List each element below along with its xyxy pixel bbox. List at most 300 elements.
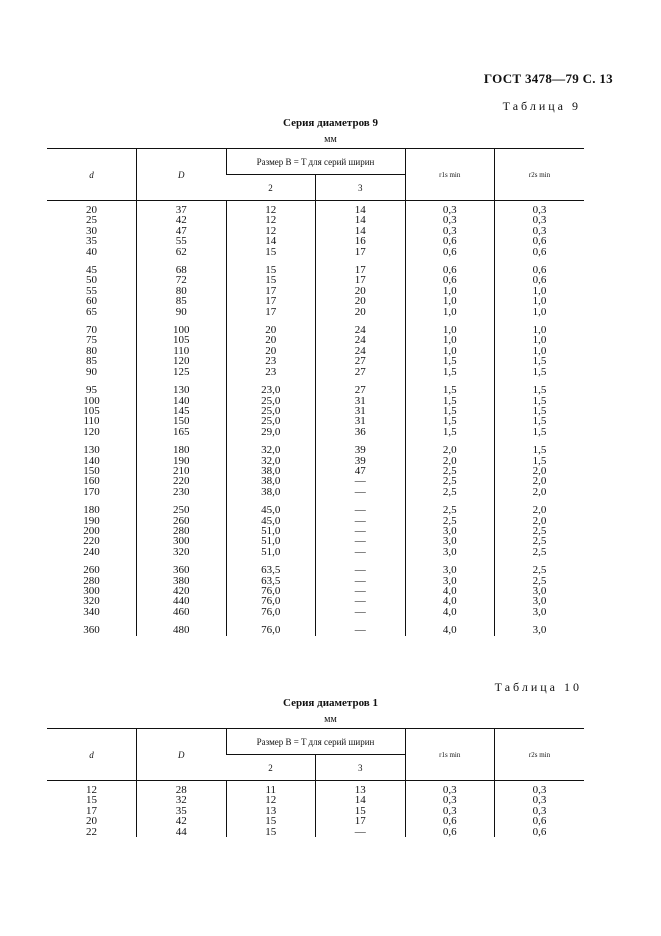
table-cell: 80	[137, 286, 227, 296]
table-row	[47, 497, 584, 515]
table-row	[47, 516, 584, 526]
table-cell: 2,5	[495, 576, 585, 586]
table-cell: 110	[137, 346, 227, 356]
table-cell: 24	[316, 346, 406, 356]
table-cell: 1,0	[495, 296, 585, 306]
table-cell: —	[316, 557, 406, 575]
table-cell: 260	[83, 564, 100, 577]
table-cell: —	[316, 596, 406, 606]
table-cell: 36	[316, 427, 406, 437]
table-cell: 38,0	[226, 466, 316, 476]
table-cell: 0,6	[405, 247, 495, 257]
table-cell: 44	[137, 827, 227, 837]
table-row	[47, 526, 584, 536]
table-cell: 32	[137, 795, 227, 805]
table-9-series-title: Серия диаметров 9	[283, 117, 378, 129]
table-row	[47, 236, 584, 246]
table-cell: 180	[83, 504, 100, 517]
table-cell: 3,0	[405, 557, 495, 575]
table-cell: 13	[316, 781, 406, 796]
table-cell: 0,6	[495, 275, 585, 285]
table-cell: 80	[86, 344, 97, 357]
table-cell: 0,3	[495, 215, 585, 225]
table-cell: 1,0	[495, 335, 585, 345]
col-header-D: D	[137, 149, 227, 201]
table-cell: 3,0	[405, 576, 495, 586]
table-cell: 29,0	[226, 427, 316, 437]
table-cell: 76,0	[226, 596, 316, 606]
table-cell: 12	[86, 784, 97, 796]
table-cell: 17	[316, 275, 406, 285]
table-cell: 0,6	[405, 275, 495, 285]
table-cell: 420	[137, 586, 227, 596]
table-cell: 2,5	[495, 526, 585, 536]
table-cell: 15	[226, 275, 316, 285]
table-cell: 0,6	[495, 257, 585, 275]
table-cell: 2,0	[405, 437, 495, 455]
table-cell: 4,0	[405, 617, 495, 635]
table-cell: 12	[226, 795, 316, 805]
table-row	[47, 437, 584, 455]
table-cell: 27	[316, 377, 406, 395]
table-cell: 38,0	[226, 487, 316, 497]
table-cell: 37	[137, 201, 227, 216]
table-cell: 4,0	[405, 596, 495, 606]
table-cell: 31	[316, 416, 406, 426]
table-cell: 0,3	[495, 201, 585, 216]
table-cell: 75	[86, 334, 97, 347]
table-cell: 1,0	[405, 286, 495, 296]
table-cell: 0,3	[405, 201, 495, 216]
table-cell: 35	[86, 235, 97, 248]
table-cell: 0,3	[405, 781, 495, 796]
table-cell: 35	[137, 806, 227, 816]
table-row	[47, 335, 584, 345]
col-header-d: d	[47, 149, 137, 201]
table-10-body	[47, 781, 584, 838]
table-cell: 0,6	[405, 257, 495, 275]
table-cell: 0,6	[405, 827, 495, 837]
table-cell: —	[316, 516, 406, 526]
table-cell: 230	[137, 487, 227, 497]
table-cell: 4,0	[405, 607, 495, 617]
table-cell: —	[316, 497, 406, 515]
table-cell: 40	[86, 245, 97, 258]
table-cell: 17	[316, 257, 406, 275]
table-cell: 1,5	[495, 427, 585, 437]
table-cell: 460	[137, 607, 227, 617]
table-cell: 2,5	[405, 516, 495, 526]
col-header-size-group: Размер B = T для серий ширин	[226, 729, 405, 755]
table-cell: —	[316, 586, 406, 596]
table-cell: 190	[137, 456, 227, 466]
table-cell: 1,5	[405, 377, 495, 395]
table-cell: 0,3	[405, 215, 495, 225]
col-header-r1: r1s min	[405, 729, 495, 781]
table-cell: 0,3	[495, 795, 585, 805]
table-cell: 76,0	[226, 607, 316, 617]
table-row	[47, 226, 584, 236]
table-cell: 32,0	[226, 456, 316, 466]
table-cell: 85	[137, 296, 227, 306]
table-cell: 23,0	[226, 377, 316, 395]
table-cell: 65	[86, 305, 97, 318]
table-cell: 16	[316, 236, 406, 246]
table-cell: 1,5	[405, 356, 495, 366]
table-cell: 3,0	[495, 596, 585, 606]
table-cell: 105	[137, 335, 227, 345]
table-cell: 30	[86, 224, 97, 237]
table-row	[47, 257, 584, 275]
table-cell: 1,5	[495, 406, 585, 416]
table-cell: 20	[86, 204, 97, 216]
table-cell: 0,3	[495, 806, 585, 816]
table-cell: 14	[316, 201, 406, 216]
table-cell: 15	[86, 794, 97, 807]
table-cell: 27	[316, 367, 406, 377]
table-cell: —	[316, 536, 406, 546]
table-cell: 47	[316, 466, 406, 476]
table-row	[47, 547, 584, 557]
table-cell: 11	[226, 781, 316, 796]
table-cell: 1,5	[495, 367, 585, 377]
col-header-width-3: 3	[316, 755, 406, 781]
table-cell: 145	[137, 406, 227, 416]
table-9-units: мм	[324, 134, 337, 145]
table-cell: 0,6	[495, 827, 585, 837]
table-cell: 150	[137, 416, 227, 426]
table-cell: 70	[86, 324, 97, 337]
table-cell: 100	[137, 317, 227, 335]
table-cell: 27	[316, 356, 406, 366]
table-cell: 25	[86, 214, 97, 227]
table-cell: 2,5	[495, 536, 585, 546]
table-cell: 17	[226, 307, 316, 317]
table-row	[47, 215, 584, 225]
table-cell: 1,5	[405, 396, 495, 406]
table-cell: 12	[226, 201, 316, 216]
table-cell: 2,5	[405, 476, 495, 486]
table-cell: 105	[83, 404, 100, 417]
table-cell: 300	[83, 585, 100, 597]
col-header-r1: r1s min	[405, 149, 495, 201]
table-cell: 1,0	[495, 286, 585, 296]
table-cell: 4,0	[405, 586, 495, 596]
table-cell: 220	[83, 535, 100, 548]
table-cell: 2,0	[495, 466, 585, 476]
table-cell: 90	[86, 365, 97, 378]
table-row	[47, 367, 584, 377]
table-cell: 0,6	[495, 247, 585, 257]
table-cell: 340	[83, 605, 100, 618]
table-cell: 17	[86, 804, 97, 817]
table-cell: 17	[226, 286, 316, 296]
table-row	[47, 827, 584, 837]
table-cell: 0,3	[495, 226, 585, 236]
table-9	[47, 148, 584, 636]
table-cell: 23	[226, 356, 316, 366]
table-row	[47, 377, 584, 395]
table-cell: 20	[226, 335, 316, 345]
table-cell: 68	[137, 257, 227, 275]
table-row	[47, 346, 584, 356]
table-cell: 0,6	[405, 816, 495, 826]
table-9-label: Таблица 9	[502, 99, 581, 113]
table-cell: 42	[137, 215, 227, 225]
table-row	[47, 476, 584, 486]
table-cell: 14	[226, 236, 316, 246]
table-row	[47, 596, 584, 606]
table-cell: 125	[137, 367, 227, 377]
table-cell: 1,5	[405, 416, 495, 426]
table-cell: —	[316, 827, 406, 837]
table-row	[47, 406, 584, 416]
table-cell: 1,5	[405, 367, 495, 377]
table-cell: 15	[226, 816, 316, 826]
table-row	[47, 247, 584, 257]
table-9-body	[47, 201, 584, 636]
table-row	[47, 795, 584, 805]
table-cell: 22	[86, 825, 97, 838]
table-cell: 100	[83, 394, 100, 407]
table-cell: 42	[137, 816, 227, 826]
table-row	[47, 286, 584, 296]
table-row	[47, 201, 584, 216]
table-cell: 1,0	[405, 335, 495, 345]
table-cell: 15	[226, 247, 316, 257]
page-header: ГОСТ 3478—79 С. 13	[483, 71, 613, 86]
table-cell: 38,0	[226, 476, 316, 486]
table-cell: 210	[137, 466, 227, 476]
table-cell: 55	[137, 236, 227, 246]
table-cell: 39	[316, 437, 406, 455]
table-cell: 76,0	[226, 617, 316, 635]
table-cell: 2,0	[495, 476, 585, 486]
table-10-series-title: Серия диаметров 1	[283, 697, 378, 709]
table-cell: 1,0	[495, 346, 585, 356]
col-header-width-2: 2	[226, 755, 316, 781]
table-cell: 0,3	[495, 781, 585, 796]
table-row	[47, 296, 584, 306]
table-cell: 3,0	[495, 607, 585, 617]
table-cell: 1,5	[495, 396, 585, 406]
table-cell: 50	[86, 274, 97, 287]
table-row	[47, 275, 584, 285]
table-cell: 2,5	[405, 466, 495, 476]
table-row	[47, 557, 584, 575]
table-cell: 380	[137, 576, 227, 586]
table-cell: 140	[137, 396, 227, 406]
table-cell: 45,0	[226, 497, 316, 515]
table-cell: 1,0	[405, 317, 495, 335]
table-cell: 3,0	[405, 536, 495, 546]
table-cell: 60	[86, 295, 97, 308]
table-cell: 90	[137, 307, 227, 317]
table-cell: 63,5	[226, 576, 316, 586]
table-cell: 320	[83, 595, 100, 608]
table-cell: 62	[137, 247, 227, 257]
table-cell: 2,5	[495, 557, 585, 575]
table-cell: 14	[316, 226, 406, 236]
table-cell: 1,5	[495, 356, 585, 366]
table-cell: 20	[86, 815, 97, 828]
table-cell: 2,0	[495, 497, 585, 515]
table-cell: 360	[137, 557, 227, 575]
table-row	[47, 576, 584, 586]
col-header-width-3: 3	[316, 175, 406, 201]
table-cell: 200	[83, 524, 100, 537]
table-cell: 0,3	[405, 795, 495, 805]
table-row	[47, 781, 584, 796]
table-cell: 2,0	[405, 456, 495, 466]
table-cell: 1,5	[495, 437, 585, 455]
table-row	[47, 466, 584, 476]
table-row	[47, 586, 584, 596]
table-cell: 2,5	[405, 487, 495, 497]
table-row	[47, 806, 584, 816]
table-cell: 25,0	[226, 396, 316, 406]
col-header-r2: r2s min	[495, 149, 585, 201]
table-cell: 28	[137, 781, 227, 796]
table-cell: 240	[83, 545, 100, 558]
table-cell: 1,5	[405, 406, 495, 416]
table-cell: —	[316, 607, 406, 617]
table-row	[47, 317, 584, 335]
table-row	[47, 816, 584, 826]
table-cell: 120	[83, 425, 100, 438]
table-cell: 32,0	[226, 437, 316, 455]
table-cell: 220	[137, 476, 227, 486]
col-header-width-2: 2	[226, 175, 316, 201]
table-cell: 14	[316, 215, 406, 225]
table-row	[47, 536, 584, 546]
table-cell: 23	[226, 367, 316, 377]
table-cell: 1,5	[495, 377, 585, 395]
table-cell: 320	[137, 547, 227, 557]
col-header-D: D	[137, 729, 227, 781]
table-cell: 51,0	[226, 536, 316, 546]
table-row	[47, 396, 584, 406]
table-row	[47, 356, 584, 366]
table-cell: 55	[86, 284, 97, 297]
table-10-units: мм	[324, 714, 337, 725]
table-cell: 130	[83, 444, 100, 457]
table-cell: 25,0	[226, 406, 316, 416]
table-cell: 63,5	[226, 557, 316, 575]
col-header-size-group: Размер B = T для серий ширин	[226, 149, 405, 175]
table-cell: 72	[137, 275, 227, 285]
table-cell: 51,0	[226, 547, 316, 557]
table-cell: 1,0	[405, 296, 495, 306]
table-row	[47, 456, 584, 466]
table-cell: 1,5	[495, 416, 585, 426]
table-row	[47, 607, 584, 617]
table-cell: 15	[226, 257, 316, 275]
table-cell: 2,0	[495, 516, 585, 526]
col-header-r2: r2s min	[495, 729, 585, 781]
table-cell: 300	[137, 536, 227, 546]
table-cell: —	[316, 617, 406, 635]
table-cell: 360	[83, 624, 100, 637]
table-cell: 150	[83, 464, 100, 477]
table-cell: 95	[86, 384, 97, 397]
table-cell: 15	[316, 806, 406, 816]
table-cell: 3,0	[405, 526, 495, 536]
table-cell: 20	[226, 317, 316, 335]
table-cell: 170	[83, 485, 100, 498]
table-cell: 13	[226, 806, 316, 816]
table-cell: 2,5	[405, 497, 495, 515]
table-row	[47, 617, 584, 635]
table-cell: 85	[86, 355, 97, 368]
table-cell: 31	[316, 396, 406, 406]
table-cell: 31	[316, 406, 406, 416]
table-cell: —	[316, 576, 406, 586]
table-cell: 440	[137, 596, 227, 606]
table-cell: 280	[83, 574, 100, 587]
table-cell: 20	[316, 286, 406, 296]
table-cell: 280	[137, 526, 227, 536]
table-cell: 24	[316, 335, 406, 345]
table-cell: 17	[226, 296, 316, 306]
table-row	[47, 487, 584, 497]
table-row	[47, 307, 584, 317]
table-cell: 3,0	[495, 617, 585, 635]
table-cell: —	[316, 476, 406, 486]
table-cell: 20	[316, 296, 406, 306]
table-row	[47, 427, 584, 437]
table-cell: 0,3	[405, 226, 495, 236]
table-cell: 45	[86, 264, 97, 277]
table-cell: 3,0	[405, 547, 495, 557]
table-10-label: Таблица 10	[494, 680, 582, 694]
col-header-d: d	[47, 729, 137, 781]
table-cell: 20	[226, 346, 316, 356]
table-cell: 76,0	[226, 586, 316, 596]
table-cell: 3,0	[495, 586, 585, 596]
table-cell: 12	[226, 215, 316, 225]
table-cell: 0,6	[405, 236, 495, 246]
table-cell: 39	[316, 456, 406, 466]
table-cell: 1,0	[405, 307, 495, 317]
table-cell: 1,5	[495, 456, 585, 466]
table-cell: 250	[137, 497, 227, 515]
table-cell: 25,0	[226, 416, 316, 426]
table-row	[47, 416, 584, 426]
table-cell: 140	[83, 454, 100, 467]
table-cell: 2,0	[495, 487, 585, 497]
table-cell: —	[316, 526, 406, 536]
table-cell: 260	[137, 516, 227, 526]
table-cell: 14	[316, 795, 406, 805]
table-cell: 0,3	[405, 806, 495, 816]
table-cell: 1,0	[405, 346, 495, 356]
table-cell: 165	[137, 427, 227, 437]
table-cell: 130	[137, 377, 227, 395]
table-cell: 47	[137, 226, 227, 236]
table-cell: 51,0	[226, 526, 316, 536]
table-cell: 160	[83, 475, 100, 488]
table-cell: 1,0	[495, 307, 585, 317]
table-cell: —	[316, 487, 406, 497]
table-cell: 45,0	[226, 516, 316, 526]
table-cell: 12	[226, 226, 316, 236]
table-cell: 17	[316, 816, 406, 826]
table-cell: 17	[316, 247, 406, 257]
table-cell: 1,0	[495, 317, 585, 335]
table-cell: 24	[316, 317, 406, 335]
table-cell: 0,6	[495, 816, 585, 826]
